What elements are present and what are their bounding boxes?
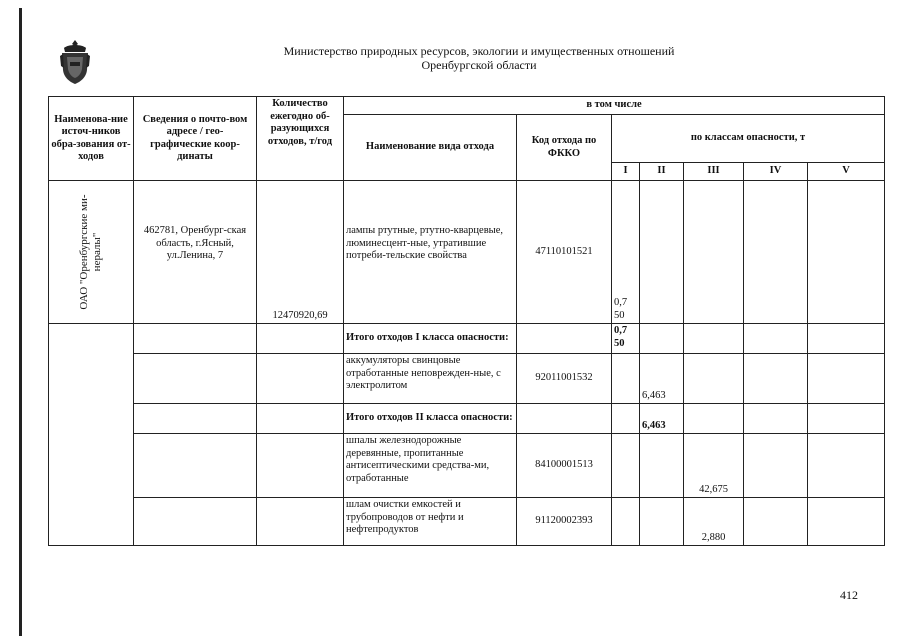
class-2-value: 6,463 <box>640 404 684 434</box>
class-2-value <box>640 434 684 498</box>
ministry-header <box>240 44 718 72</box>
header-class-2: II <box>640 163 684 181</box>
table-row <box>49 181 885 324</box>
class-4-value <box>744 354 808 404</box>
waste-type: аккумуляторы свинцовые отработанные неповрежден-ные, с электролитом <box>344 354 517 404</box>
header-address: Сведения о почто-вом адресе / гео-графические коор-динаты <box>134 97 257 181</box>
fkko-code: 47110101521 <box>517 181 612 324</box>
source-total-amount: 12470920,69 <box>257 181 344 324</box>
header-class-3: III <box>684 163 744 181</box>
source-name-cell <box>49 181 134 324</box>
class-4-value <box>744 404 808 434</box>
table-row <box>49 498 885 546</box>
class-1-value <box>612 354 640 404</box>
table-row <box>49 404 885 434</box>
class-3-value <box>684 181 744 324</box>
source-total-amount <box>257 404 344 434</box>
class-4-value <box>744 498 808 546</box>
waste-type-total: Итого отходов II класса опасности: <box>344 404 517 434</box>
fkko-code: 91120002393 <box>517 498 612 546</box>
class-5-value <box>808 324 885 354</box>
source-name: ОАО "Оренбургские ми-нералы" <box>78 194 103 310</box>
source-address <box>134 434 257 498</box>
waste-type: шпалы железнодорожные деревянные, пропитанные антисептическими средства-ми, отработанные <box>344 434 517 498</box>
header-source-name: Наименова-ние источ-ников обра-зования от-ходов <box>49 97 134 181</box>
class-2-value <box>640 498 684 546</box>
table-row <box>49 354 885 404</box>
binding-line <box>19 8 22 636</box>
waste-type-total: Итого отходов I класса опасности: <box>344 324 517 354</box>
header-class-4: IV <box>744 163 808 181</box>
header-class-5: V <box>808 163 885 181</box>
waste-type: лампы ртутные, ртутно-кварцевые, люминесцент-ные, утратившие потреби-тельские свойства <box>344 181 517 324</box>
class-5-value <box>808 181 885 324</box>
class-3-value <box>684 354 744 404</box>
class-4-value <box>744 324 808 354</box>
fkko-code: 92011001532 <box>517 354 612 404</box>
class-5-value <box>808 498 885 546</box>
class-1-value <box>612 434 640 498</box>
class-1-value <box>612 498 640 546</box>
class-2-value: 6,463 <box>640 354 684 404</box>
class-3-value <box>684 404 744 434</box>
source-address <box>134 404 257 434</box>
page-number: 412 <box>840 588 858 602</box>
class-3-value: 42,675 <box>684 434 744 498</box>
class-3-value <box>684 324 744 354</box>
source-total-amount <box>257 434 344 498</box>
waste-table <box>48 96 885 546</box>
source-name-cell-continued <box>49 324 134 546</box>
source-address <box>134 354 257 404</box>
class-2-value <box>640 181 684 324</box>
fkko-code <box>517 324 612 354</box>
header-fkko-code: Код отхода по ФККО <box>517 115 612 181</box>
class-5-value <box>808 404 885 434</box>
source-total-amount <box>257 498 344 546</box>
fkko-code <box>517 404 612 434</box>
coat-of-arms-icon <box>58 38 92 86</box>
header-class-1: I <box>612 163 640 181</box>
class-4-value <box>744 434 808 498</box>
waste-type: шлам очистки емкостей и трубопроводов от нефти и нефтепродуктов <box>344 498 517 546</box>
class-2-value <box>640 324 684 354</box>
table-row <box>49 434 885 498</box>
class-1-value: 0,7 50 <box>612 324 640 354</box>
source-total-amount <box>257 324 344 354</box>
class-1-value <box>612 404 640 434</box>
header-by-class: по классам опасности, т <box>612 115 885 163</box>
header-including: в том числе <box>344 97 885 115</box>
source-address <box>134 324 257 354</box>
class-1-value: 0,7 50 <box>612 181 640 324</box>
source-total-amount <box>257 354 344 404</box>
class-4-value <box>744 181 808 324</box>
ministry-name-line1: Министерство природных ресурсов, экологии и имущественных отношений <box>283 44 675 58</box>
ministry-name-line2: Оренбургской области <box>421 58 537 72</box>
header-amount: Количество ежегодно об-разующихся отходов, т/год <box>257 97 344 181</box>
class-5-value <box>808 434 885 498</box>
header-waste-type: Наименование вида отхода <box>344 115 517 181</box>
fkko-code: 84100001513 <box>517 434 612 498</box>
class-5-value <box>808 354 885 404</box>
source-address <box>134 498 257 546</box>
class-3-value: 2,880 <box>684 498 744 546</box>
source-address: 462781, Оренбург-ская область, г.Ясный, ул.Ленина, 7 <box>134 181 257 324</box>
table-row <box>49 324 885 354</box>
